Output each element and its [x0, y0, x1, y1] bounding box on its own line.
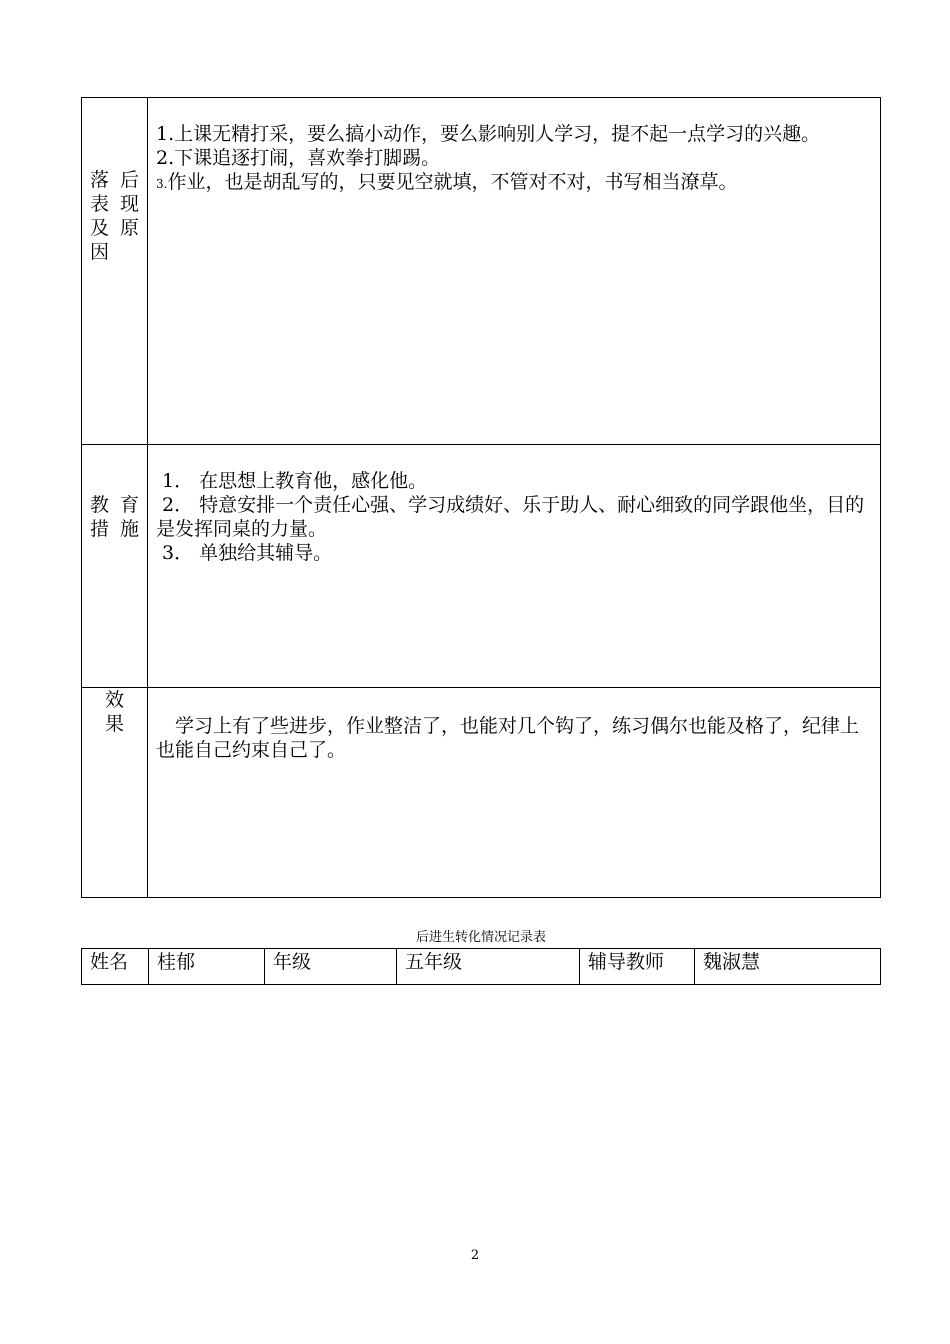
name-label: 姓名: [82, 949, 149, 985]
measures-label-line: 教 育: [90, 494, 139, 516]
lag-label-cell: [82, 98, 148, 445]
measures-row: [82, 445, 881, 688]
lag-item: 1.上课无精打采，要么搞小动作，要么影响别人学习，提不起一点学习的兴趣。: [156, 123, 821, 145]
effect-label-cell: [82, 688, 148, 898]
table-caption: 后进生转化情况记录表: [415, 930, 546, 945]
measures-item: 3． 单独给其辅导。: [156, 542, 333, 564]
effect-content-cell: [148, 688, 881, 898]
effect-label: [82, 688, 147, 736]
measures-label-cell: [82, 445, 148, 688]
teacher-label: 辅导教师: [580, 949, 695, 985]
lag-label-line: 及 原: [90, 217, 139, 239]
lag-content-cell: [148, 98, 881, 445]
effect-text: 学习上有了些进步，作业整洁了，也能对几个钩了，练习偶尔也能及格了，纪律上也能自己约束自己了。: [156, 715, 860, 761]
student-info-row: [82, 949, 881, 985]
lag-item-number: 3.: [156, 177, 168, 191]
measures-content: [148, 469, 880, 565]
measures-item: 2． 特意安排一个责任心强、学习成绩好、乐于助人、耐心细致的同学跟他坐，目的是发挥同桌的力量。: [156, 494, 865, 540]
measures-label: [82, 493, 147, 541]
lag-item: [156, 170, 874, 196]
lag-row: [82, 98, 881, 445]
effect-row: [82, 688, 881, 898]
lag-content: [148, 122, 880, 196]
lag-label-line: 落 后: [90, 169, 139, 191]
lag-label-line: 因: [90, 241, 110, 263]
teacher-value: 魏淑慧: [695, 949, 881, 985]
lag-label: [82, 168, 147, 264]
lag-item-text: 作业，也是胡乱写的，只要见空就填，不管对不对，书写相当潦草。: [167, 171, 738, 193]
measures-item: 1． 在思想上教育他，感化他。: [156, 470, 428, 492]
measures-content-cell: [148, 445, 881, 688]
name-value: 桂郁: [149, 949, 265, 985]
grade-label: 年级: [265, 949, 397, 985]
student-info-table: [81, 948, 881, 985]
grade-value: 五年级: [397, 949, 580, 985]
lag-item: 2.下课追逐打闹，喜欢拳打脚踢。: [156, 147, 441, 169]
effect-label-line: 效: [104, 689, 124, 711]
measures-label-line: 措施: [90, 518, 139, 540]
effect-label-line: 果: [104, 713, 124, 735]
page-number: 2: [470, 1248, 480, 1263]
record-table: [81, 97, 881, 898]
lag-label-line: 表 现: [90, 193, 139, 215]
